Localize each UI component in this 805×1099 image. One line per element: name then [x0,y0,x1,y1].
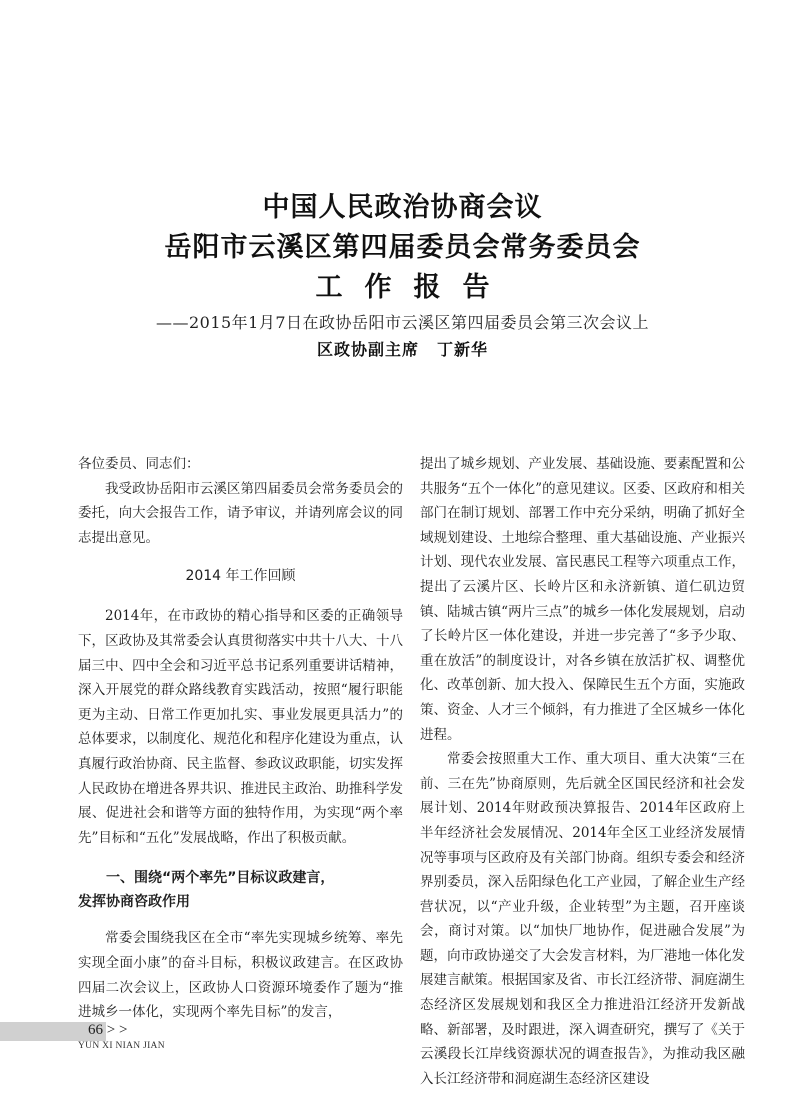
title-line-3: 工作报告 [315,272,512,303]
intro-paragraph: 我受政协岳阳市云溪区第四届委员会常务委员会的委托，向大会报告工作，请予审议，并请列席会议的同志提出意见。 [78,480,403,546]
author-line [0,336,805,364]
title-line-1: 中国人民政治协商会议 [262,192,543,223]
page-number: 66 > > [88,1022,128,1038]
journal-name: YUN XI NIAN JIAN [78,1041,165,1051]
left-column [78,452,403,1025]
right-column [420,452,745,1091]
subheading-line-2: 发挥协商咨政作用 [78,894,190,911]
section-heading: 2014 年工作回顾 [185,568,296,585]
review-paragraph: 2014年，在市政协的精心指导和区委的正确领导下，区政协及其常委会认真贯彻落实中共十八大、十八届三中、四中全会和习近平总书记系列重要讲话精神，深入开展党的群众路线教育实践活动，按照“履行职能更为主动、日常工作更加扎实、事业发展更具活力”的总体要求，以制度化、规范化和程序化建设为重点，认真履行政治协商、民主监督、参政议政职能，切实发挥人民政协在增进各界共识、推进民主政治、助推科学发展、促进社会和谐等方面的独特作用，为实现“两个率先”目标和“五化”发展战略，作出了积极贡献。 [78,608,403,846]
title-line-2: 岳阳市云溪区第四届委员会常务委员会 [164,232,641,263]
author-role: 区政协副主席 [316,340,419,359]
author-name: 丁新华 [437,340,489,359]
subheading [78,866,403,914]
subtitle: ——2015年1月7日在政协岳阳市云溪区第四届委员会第三次会议上 [155,313,650,332]
paragraph-1-continued: 提出了城乡规划、产业发展、基础设施、要素配置和公共服务“五个一体化”的意见建议。区委、区政府和相关部门在制订规划、部署工作中充分采纳，明确了抓好全域规划建设、土地综合整理、重大基础设施、产业振兴计划、现代农业发展、富民惠民工程等六项重点工作，提出了云溪片区、长岭片区和永济新镇、道仁矶边贸镇、陆城古镇“两片三点”的城乡一体化发展规划，启动了长岭片区一体化建设，并进一步完善了“多予少取、重在放活”的制度设计，对各乡镇在放活扩权、调整优化、改革创新、加大投入、保障民生五个方面，实施政策、资金、人才三个倾斜，有力推进了全区城乡一体化进程。 [420,456,745,743]
subheading-line-1: 一、围绕“两个率先”目标议政建言， [106,870,335,887]
salutation: 各位委员、同志们： [78,456,200,472]
paragraph-2: 常委会按照重大工作、重大项目、重大决策“三在前、三在先”协商原则，先后就全区国民经济和社会发展计划、2014年财政预决算报告、2014年区政府上半年经济社会发展情况、2014年全区工业经济发展情况等事项与区政府及有关部门协商。组织专委会和经济界别委员，深入岳阳绿色化工产业园，了解企业生产经营状况，以“产业升级，企业转型”为主题，召开座谈会，商讨对策。以“加快厂地协作，促进融合发展”为题，向市政协递交了大会发言材料，为厂港地一体化发展建言献策。根据国家及省、市长江经济带、洞庭湖生态经济区发展规划和我区全力推进沿江经济开发新战略、新部署，及时跟进，深入调查研究，撰写了《关于云溪段长江岸线资源状况的调查报告》，为推动我区融入长江经济带和洞庭湖生态经济区建设 [420,751,745,1087]
report-header [0,188,805,364]
paragraph-1: 常委会围绕我区在全市“率先实现城乡统筹、率先实现全面小康”的奋斗目标，积极议政建言。在区政协四届二次会议上，区政协人口资源环境委作了题为“推进城乡一体化，实现两个率先目标”的发言， [78,930,403,1021]
